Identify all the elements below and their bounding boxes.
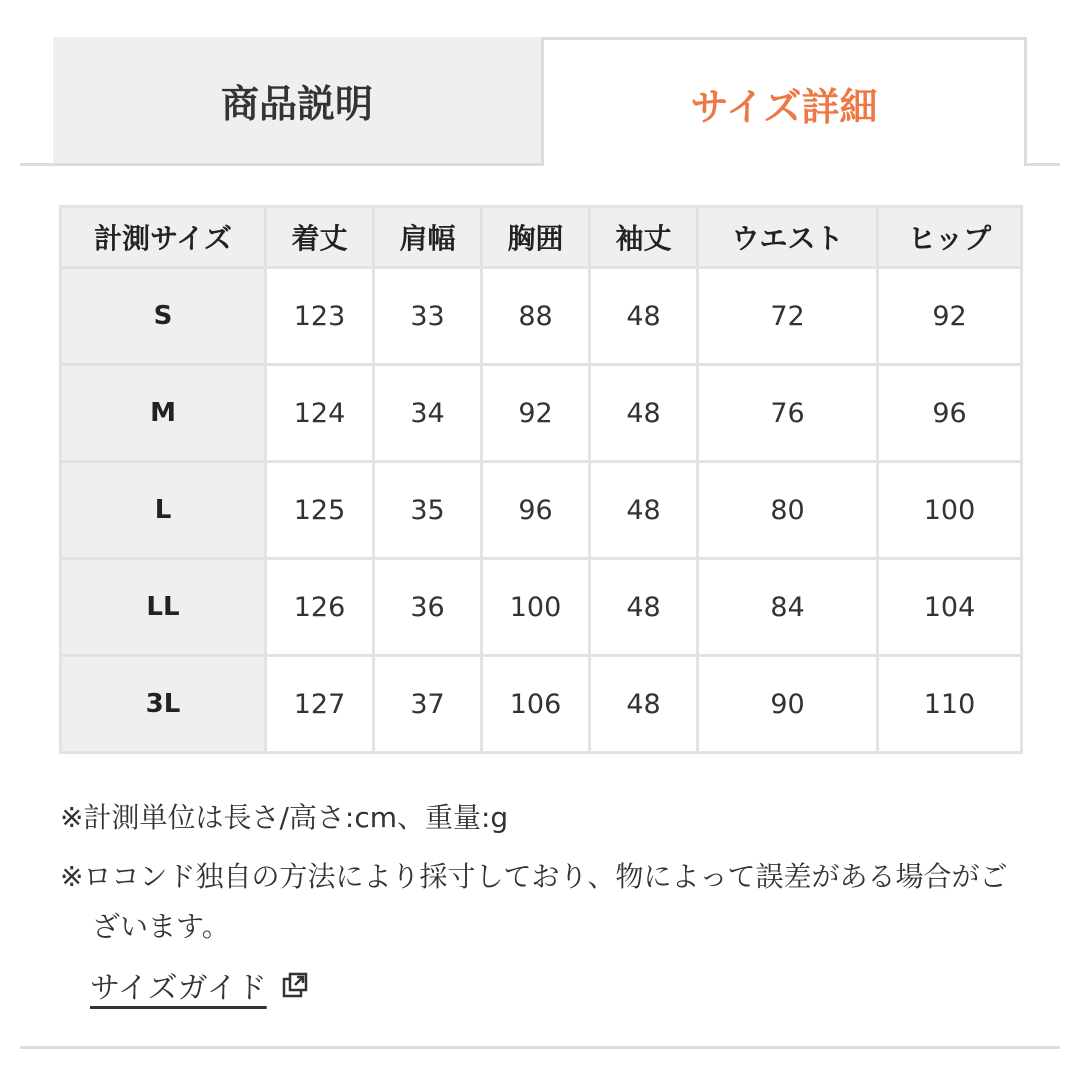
table-row [61, 268, 1022, 365]
table-cell: 48 [590, 559, 698, 656]
table-cell: 33 [374, 268, 482, 365]
table-cell: 36 [374, 559, 482, 656]
table-cell: 123 [266, 268, 374, 365]
table-cell: 76 [698, 365, 878, 462]
table-cell: 35 [374, 462, 482, 559]
table-row [61, 462, 1022, 559]
table-cell: 48 [590, 268, 698, 365]
tab-baseline [1026, 163, 1060, 166]
table-row [61, 559, 1022, 656]
header-measure-size: 計測サイズ [61, 207, 266, 268]
table-cell: 84 [698, 559, 878, 656]
table-cell: 88 [482, 268, 590, 365]
unit-note: ※計測単位は長さ/高さ:cm、重量:g [60, 801, 509, 834]
tab-label: 商品説明 [220, 81, 373, 126]
tab-product-description[interactable] [53, 37, 541, 166]
external-link-icon [281, 971, 309, 999]
table-cell: 34 [374, 365, 482, 462]
size-label: S [61, 268, 266, 365]
table-cell: 80 [698, 462, 878, 559]
table-cell: 90 [698, 656, 878, 753]
size-label: 3L [61, 656, 266, 753]
table-cell: 92 [878, 268, 1022, 365]
tab-baseline [20, 163, 54, 166]
size-label: LL [61, 559, 266, 656]
table-cell: 96 [482, 462, 590, 559]
size-label: M [61, 365, 266, 462]
table-cell: 124 [266, 365, 374, 462]
table-cell: 126 [266, 559, 374, 656]
table-cell: 48 [590, 462, 698, 559]
table-row [61, 656, 1022, 753]
table-cell: 110 [878, 656, 1022, 753]
table-cell: 125 [266, 462, 374, 559]
size-guide-link[interactable] [90, 963, 309, 1007]
header-shoulder: 肩幅 [374, 207, 482, 268]
header-length: 着丈 [266, 207, 374, 268]
tab-size-details[interactable] [541, 37, 1027, 166]
table-cell: 100 [482, 559, 590, 656]
method-note: ※ロコンド独自の方法により採寸しており、物によって誤差がある場合がございます。 [60, 860, 1008, 943]
table-cell: 100 [878, 462, 1022, 559]
size-table [59, 205, 1023, 754]
header-chest: 胸囲 [482, 207, 590, 268]
header-sleeve: 袖丈 [590, 207, 698, 268]
table-row [61, 365, 1022, 462]
size-guide-label: サイズガイド [90, 971, 267, 1006]
table-cell: 48 [590, 656, 698, 753]
size-label: L [61, 462, 266, 559]
table-cell: 92 [482, 365, 590, 462]
table-cell: 96 [878, 365, 1022, 462]
table-header-row [61, 207, 1022, 268]
header-waist: ウエスト [698, 207, 878, 268]
table-cell: 106 [482, 656, 590, 753]
table-cell: 72 [698, 268, 878, 365]
table-cell: 37 [374, 656, 482, 753]
table-cell: 104 [878, 559, 1022, 656]
tab-label: サイズ詳細 [690, 84, 878, 129]
table-cell: 48 [590, 365, 698, 462]
header-hip: ヒップ [878, 207, 1022, 268]
table-cell: 127 [266, 656, 374, 753]
bottom-divider [20, 1046, 1060, 1049]
